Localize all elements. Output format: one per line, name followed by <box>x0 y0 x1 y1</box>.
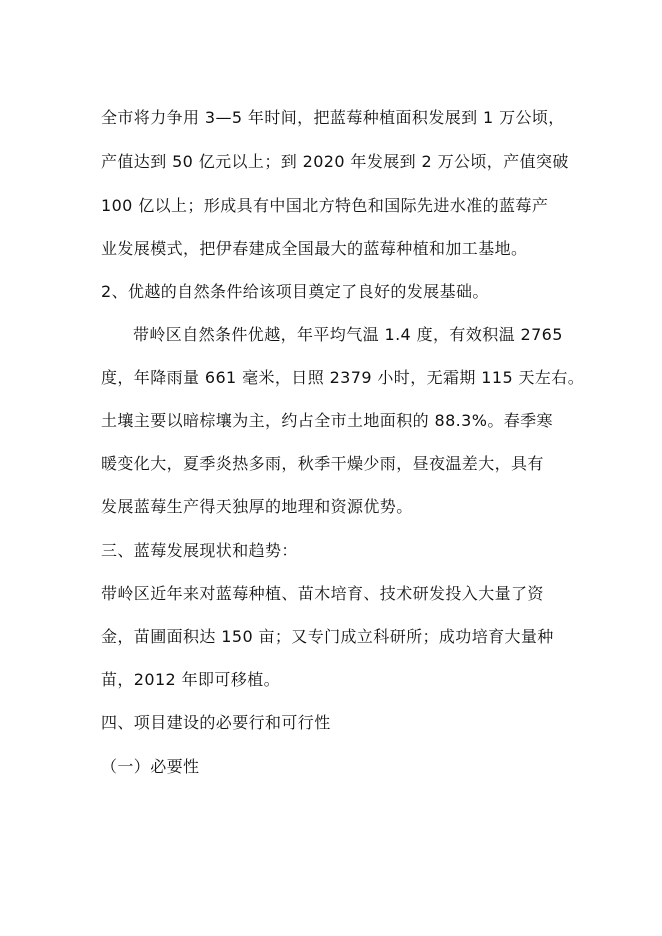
paragraph-line-8: 暖变化大，夏季炎热多雨，秋季干燥少雨，昼夜温差大，具有 <box>101 454 544 473</box>
paragraph-line-9: 发展蓝莓生产得天独厚的地理和资源优势。 <box>101 497 413 516</box>
paragraph-line-4: 业发展模式，把伊春建成全国最大的蓝莓种植和加工基地。 <box>101 239 528 258</box>
paragraph-line-6: 度，年降雨量 661 毫米，日照 2379 小时，无霜期 115 天左右。 <box>101 368 585 387</box>
paragraph-line-10: 带岭区近年来对蓝莓种植、苗木培育、技术研发投入大量了资 <box>101 584 544 603</box>
paragraph-line-5: 带岭区自然条件优越，年平均气温 1.4 度，有效积温 2765 <box>133 325 563 344</box>
paragraph-line-2: 产值达到 50 亿元以上；到 2020 年发展到 2 万公顷，产值突破 <box>101 152 569 171</box>
section-heading-2: 2、优越的自然条件给该项目奠定了良好的发展基础。 <box>101 282 489 301</box>
paragraph-line-7: 土壤主要以暗棕壤为主，约占全市土地面积的 88.3%。春季寒 <box>101 411 553 430</box>
paragraph-line-1: 全市将力争用 3—5 年时间，把蓝莓种植面积发展到 1 万公顷， <box>101 108 565 127</box>
subsection-heading-1: （一）必要性 <box>101 757 200 776</box>
paragraph-line-12: 苗，2012 年即可移植。 <box>101 670 281 689</box>
paragraph-line-11: 金，苗圃面积达 150 亩；又专门成立科研所；成功培育大量种 <box>101 627 554 646</box>
section-heading-4: 四、项目建设的必要行和可行性 <box>101 713 331 732</box>
section-heading-3: 三、蓝莓发展现状和趋势： <box>101 541 298 560</box>
paragraph-line-3: 100 亿以上；形成具有中国北方特色和国际先进水准的蓝莓产 <box>101 196 549 215</box>
